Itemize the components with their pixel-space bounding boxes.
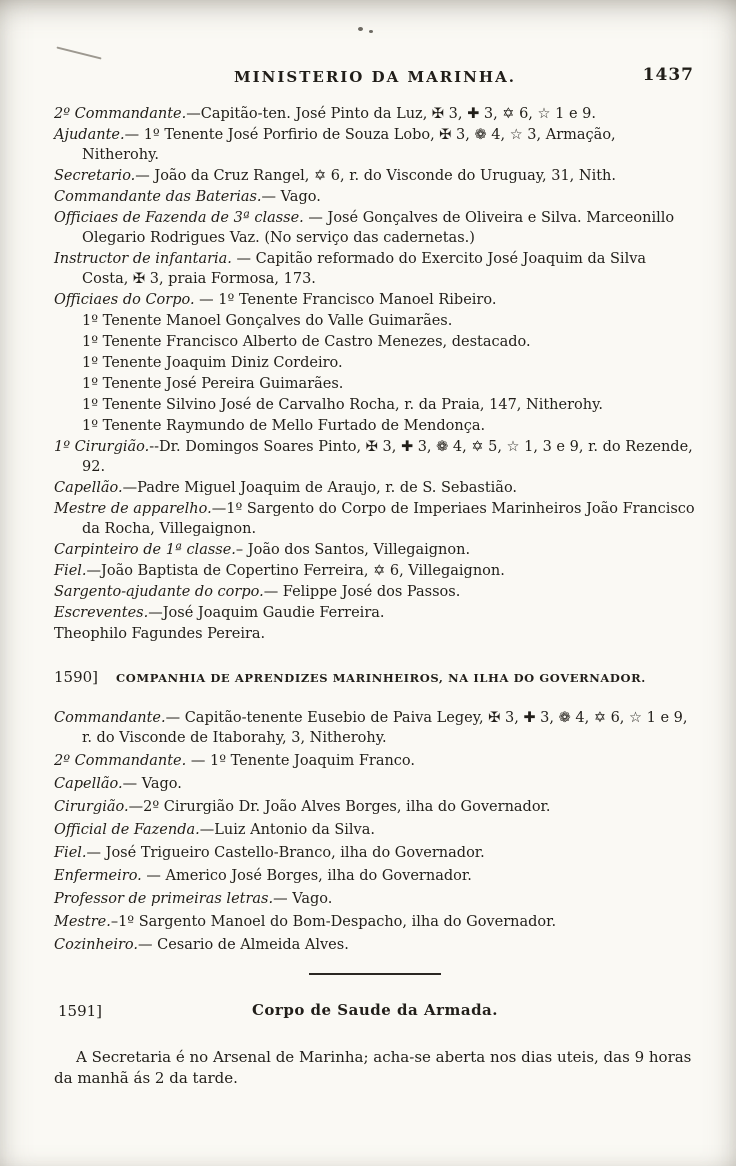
roster-entry [54,125,696,165]
roster-entry [54,437,696,477]
role-label: Instructor de infantaria. [54,251,232,267]
roster-entry [54,353,696,373]
role-label: 2º Commandante. [54,106,187,122]
roster-entry [54,374,696,394]
entry-text: —João Baptista de Copertino Ferreira, ✡ 6, Villegaignon. [86,563,505,579]
role-label: Cirurgião. [54,799,129,815]
entry-text: 1º Tenente José Pereira Guimarães. [82,376,344,392]
role-label: Officiaes de Fazenda de 3ª classe. [54,210,304,226]
role-label: Mestre de apparelho. [54,501,212,517]
role-label: Capellão. [54,776,123,792]
entry-text: — Vago. [261,189,321,205]
entry-text: — João da Cruz Rangel, ✡ 6, r. do Visconde do Uruguay, 31, Nith. [135,168,616,184]
roster-entry [54,166,696,186]
role-label: Sargento-ajudante do corpo. [54,584,264,600]
notice-paragraph: A Secretaria é no Arsenal de Marinha; acha-se aberta nos dias uteis, das 9 horas da manhã ás 2 da tarde. [54,1048,692,1087]
roster-entry [54,561,696,581]
entry-text: 1º Tenente Silvino José de Carvalho Rocha, r. da Praia, 147, Nitherohy. [82,397,603,413]
page-header [54,65,696,92]
entry-text: --Dr. Domingos Soares Pinto, ✠ 3, ✚ 3, ❁ 4, ✡ 5, ☆ 1, 3 e 9, r. do Rezende, 92. [82,439,693,475]
roster-entry [54,478,696,498]
section-1591-heading: Corpo de Saude da Armada. [251,1001,499,1019]
arsenal-staff-list [54,104,696,644]
entry-text: 1º Tenente Raymundo de Mello Furtado de Mendonça. [82,418,486,434]
role-label: Fiel. [54,563,87,579]
roster-entry [54,249,696,289]
company-1590-staff-list [54,708,696,955]
entry-text: – João dos Santos, Villegaignon. [235,542,471,558]
section-1590-header [54,668,696,686]
entry-text: — Capitão-tenente Eusebio de Paiva Legey, ✠ 3, ✚ 3, ❁ 4, ✡ 6, ☆ 1 e 9, r. do Visconde de Itaborahy, 3, Nitherohy. [82,710,688,746]
page-title: MINISTERIO DA MARINHA. [234,68,516,86]
roster-entry [54,751,696,771]
section-divider-rule [309,973,441,975]
roster-entry [54,603,696,623]
role-label: Mestre. [54,914,111,930]
roster-entry [54,290,696,310]
entry-text: 1º Tenente Manoel Gonçalves do Valle Guimarães. [82,313,453,329]
entry-text: — Felippe José dos Passos. [263,584,461,600]
role-label: Enfermeiro. [54,868,142,884]
roster-entry [54,540,696,560]
roster-entry [54,935,696,955]
entry-text: — Vago. [273,891,333,907]
entry-text: — José Trigueiro Castello-Branco, ilha do Governador. [86,845,485,861]
role-label: Commandante das Baterias. [54,189,262,205]
entry-text: — Americo José Borges, ilha do Governador. [141,868,472,884]
entry-text: Theophilo Fagundes Pereira. [54,626,266,642]
role-label: Capellão. [54,480,123,496]
role-label: Professor de primeiras letras. [54,891,274,907]
roster-entry [54,774,696,794]
role-label: Commandante. [54,710,166,726]
roster-entry [54,843,696,863]
roster-entry [54,187,696,207]
entry-text: — 1º Tenente Joaquim Franco. [186,753,416,769]
entry-text: —1º Sargento do Corpo de Imperiaes Marinheiros João Francisco da Rocha, Villegaignon. [82,501,695,537]
entry-text: — 1º Tenente Francisco Manoel Ribeiro. [194,292,497,308]
entry-text: —José Joaquim Gaudie Ferreira. [148,605,385,621]
roster-entry [54,708,696,748]
entry-text: — Capitão reformado do Exercito José Joaquim da Silva Costa, ✠ 3, praia Formosa, 173. [82,251,647,287]
roster-entry [54,797,696,817]
roster-entry [54,889,696,909]
role-label: Escreventes. [54,605,149,621]
roster-entry [54,582,696,602]
roster-entry [54,820,696,840]
roster-entry [54,912,696,932]
roster-entry [54,499,696,539]
roster-entry [54,416,696,436]
roster-entry [54,332,696,352]
entry-text: —Luiz Antonio da Silva. [199,822,375,838]
role-label: 2º Commandante. [54,753,187,769]
roster-entry [54,395,696,415]
role-label: Fiel. [54,845,87,861]
page-number: 1437 [642,65,694,85]
section-1590-heading: COMPANHIA DE APRENDIZES MARINHEIROS, NA ILHA DO GOVERNADOR. [116,671,646,685]
entry-number-1591: 1591] [58,1002,103,1020]
entry-text: —2º Cirurgião Dr. João Alves Borges, ilha do Governador. [128,799,551,815]
role-label: Cozinheiro. [54,937,139,953]
entry-number-1590: 1590] [54,668,99,686]
entry-text: — José Gonçalves de Oliveira e Silva. Marceonillo Olegario Rodrigues Vaz. (No serviço das cadernetas.) [82,210,675,246]
role-label: Secretario. [54,168,136,184]
entry-text: — Vago. [122,776,182,792]
role-label: 1º Cirurgião. [54,439,150,455]
role-label: Carpinteiro de 1ª classe. [54,542,236,558]
roster-entry [54,624,696,644]
roster-entry [54,104,696,124]
roster-entry [54,311,696,331]
entry-text: — Cesario de Almeida Alves. [138,937,349,953]
entry-text: 1º Tenente Francisco Alberto de Castro Menezes, destacado. [82,334,531,350]
role-label: Officiaes do Corpo. [54,292,195,308]
entry-text: —Capitão-ten. José Pinto da Luz, ✠ 3, ✚ 3, ✡ 6, ☆ 1 e 9. [186,106,596,122]
entry-text: — 1º Tenente José Porfirio de Souza Lobo, ✠ 3, ❁ 4, ☆ 3, Armação, Nitherohy. [82,127,616,163]
role-label: Ajudante. [54,127,125,143]
roster-entry [54,208,696,248]
role-label: Official de Fazenda. [54,822,200,838]
roster-entry [54,866,696,886]
entry-text: 1º Tenente Joaquim Diniz Cordeiro. [82,355,343,371]
section-1591-header [54,1001,696,1023]
entry-text: —Padre Miguel Joaquim de Araujo, r. de S. Sebastião. [122,480,518,496]
entry-text: –1º Sargento Manoel do Bom-Despacho, ilha do Governador. [110,914,557,930]
scan-artifact-speck [369,30,373,33]
scan-artifact-speck [358,27,363,31]
